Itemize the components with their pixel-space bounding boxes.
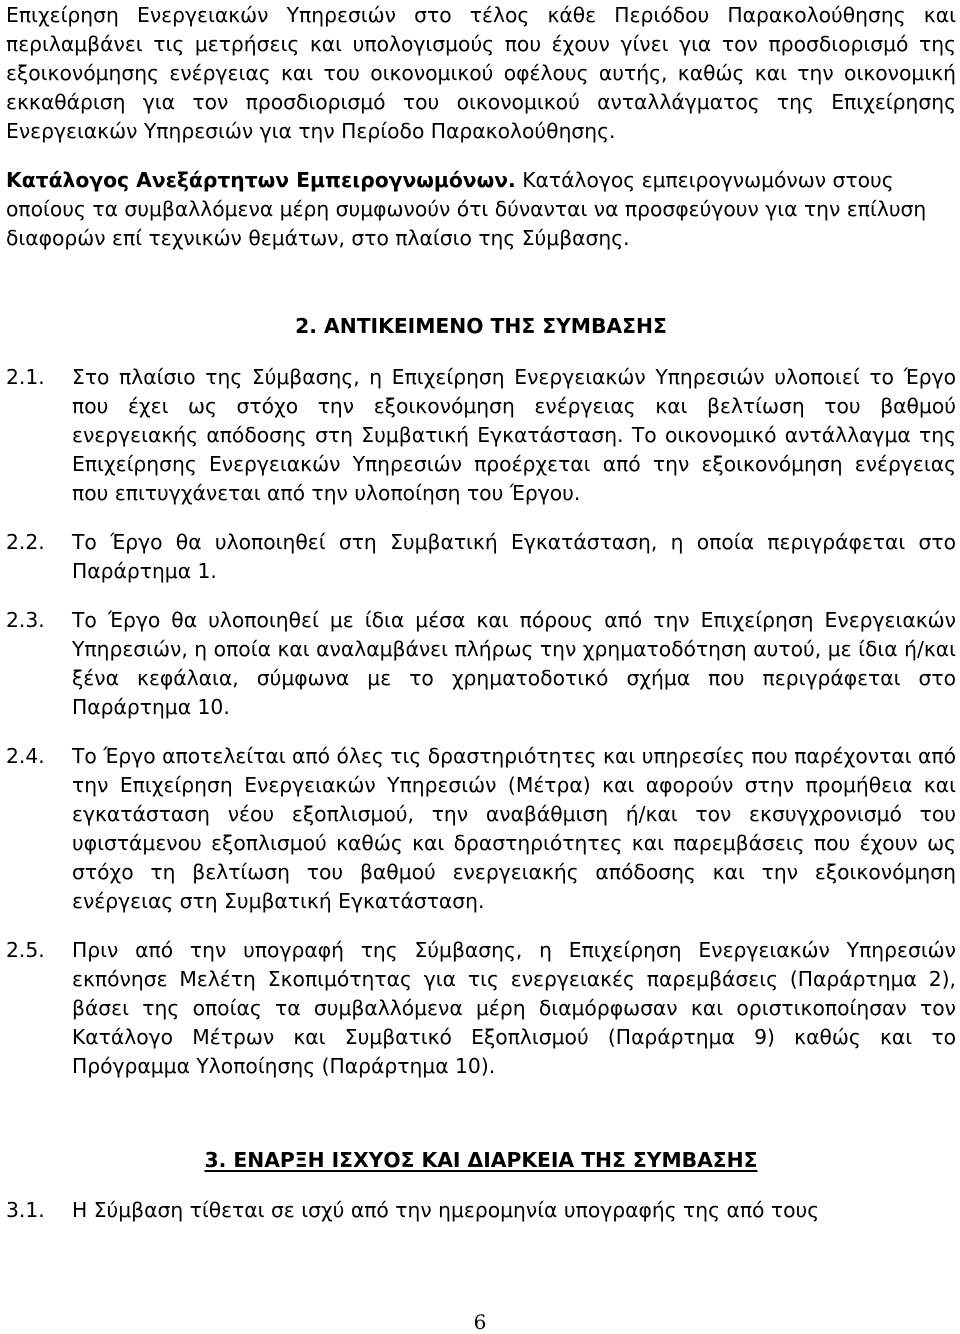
clause-number: 2.2.: [6, 530, 45, 554]
clause-text: Στο πλαίσιο της Σύμβασης, η Επιχείρηση Ενεργειακών Υπηρεσιών υλοποιεί το Έργο που έχει ως στόχο την εξοικονόμηση ενέργειας και βελτίωση του βαθμού ενεργειακής απόδοσης στη Συμβατική Εγκατάσταση. Το οικονομικό αντάλλαγμα της Επιχείρησης Ενεργειακών Υπηρεσιών προέρχεται από την εξοικονόμηση ενέργειας που επιτυγχάνεται από την υλοποίηση του Έργου.: [72, 365, 956, 505]
clause-3-1: [6, 1196, 956, 1225]
clause-text: Το Έργο θα υλοποιηθεί με ίδια μέσα και πόρους από την Επιχείρηση Ενεργειακών Υπηρεσιών, η οποία και αναλαμβάνει πλήρως την χρηματοδότηση αυτού, με ίδια ή/και ξένα κεφάλαια, σύμφωνα με το χρηματοδοτικό σχήμα που περιγράφεται στο Παράρτημα 10.: [72, 608, 956, 719]
definition-term: Κατάλογος Ανεξάρτητων Εμπειρογνωμόνων.: [6, 168, 516, 192]
clause-text: Το Έργο θα υλοποιηθεί στη Συμβατική Εγκατάσταση, η οποία περιγράφεται στο Παράρτημα 1.: [72, 530, 956, 583]
clause-number: 2.3.: [6, 608, 45, 632]
clause-number: 3.1.: [6, 1198, 45, 1222]
clause-number: 2.1.: [6, 365, 45, 389]
clause-number: 2.5.: [6, 938, 45, 962]
section-2-heading: 2. ΑΝΤΙΚΕΙΜΕΝΟ ΤΗΣ ΣΥΜΒΑΣΗΣ: [295, 314, 667, 338]
clause-text: Το Έργο αποτελείται από όλες τις δραστηριότητες και υπηρεσίες που παρέχονται από την Επιχείρηση Ενεργειακών Υπηρεσιών (Μέτρα) και αφορούν στην προμήθεια και εγκατάσταση νέου εξοπλισμού, την αναβάθμιση ή/και τον εκσυγχρονισμό του υφιστάμενου εξοπλισμού καθώς και δραστηριότητες και παρεμβάσεις που έχουν ως στόχο τη βελτίωση του βαθμού ενεργειακής απόδοσης και την εξοικονόμηση ενέργειας στη Συμβατική Εγκατάσταση.: [72, 744, 956, 913]
definition-paragraph: [6, 166, 956, 253]
page-number: 6: [473, 1310, 487, 1334]
clause-text: Πριν από την υπογραφή της Σύμβασης, η Επιχείρηση Ενεργειακών Υπηρεσιών εκπόνησε Μελέτη Σκοπιμότητας για τις ενεργειακές παρεμβάσεις (Παράρτημα 2), βάσει της οποίας τα συμβαλλόμενα μέρη διαμόρφωσαν και οριστικοποίησαν τον Κατάλογο Μέτρων και Συμβατικό Εξοπλισμού (Παράρτημα 9) καθώς και το Πρόγραμμα Υλοποίησης (Παράρτημα 10).: [72, 938, 956, 1078]
clause-number: 2.4.: [6, 744, 45, 768]
clause-2-3: [6, 606, 956, 722]
clause-text: Η Σύμβαση τίθεται σε ισχύ από την ημερομηνία υπογραφής της από τους: [72, 1198, 820, 1222]
clause-2-1: [6, 363, 956, 508]
section-3-heading: 3. ΕΝΑΡΞΗ ΙΣΧΥΟΣ ΚΑΙ ΔΙΑΡΚΕΙΑ ΤΗΣ ΣΥΜΒΑΣΗΣ: [204, 1148, 758, 1172]
intro-paragraph: Επιχείρηση Ενεργειακών Υπηρεσιών στο τέλος κάθε Περιόδου Παρακολούθησης και περιλαμβάνει τις μετρήσεις και υπολογισμούς που έχουν γίνει για τον προσδιορισμό της εξοικονόμησης ενέργειας και του οικονομικού οφέλους αυτής, καθώς και την οικονομική εκκαθάριση για τον προσδιορισμό του οικονομικού ανταλλάγματος της Επιχείρησης Ενεργειακών Υπηρεσιών για την Περίοδο Παρακολούθησης.: [6, 3, 956, 143]
clause-2-2: [6, 528, 956, 586]
definition-text: Κατάλογος εμπειρογνωμόνων στους οποίους τα συμβαλλόμενα μέρη συμφωνούν ότι δύνανται να προσφεύγουν για την επίλυση διαφορών επί τεχνικών θεμάτων, στο πλαίσιο της Σύμβασης.: [6, 168, 927, 250]
clause-2-4: [6, 742, 956, 916]
clause-2-5: [6, 936, 956, 1081]
